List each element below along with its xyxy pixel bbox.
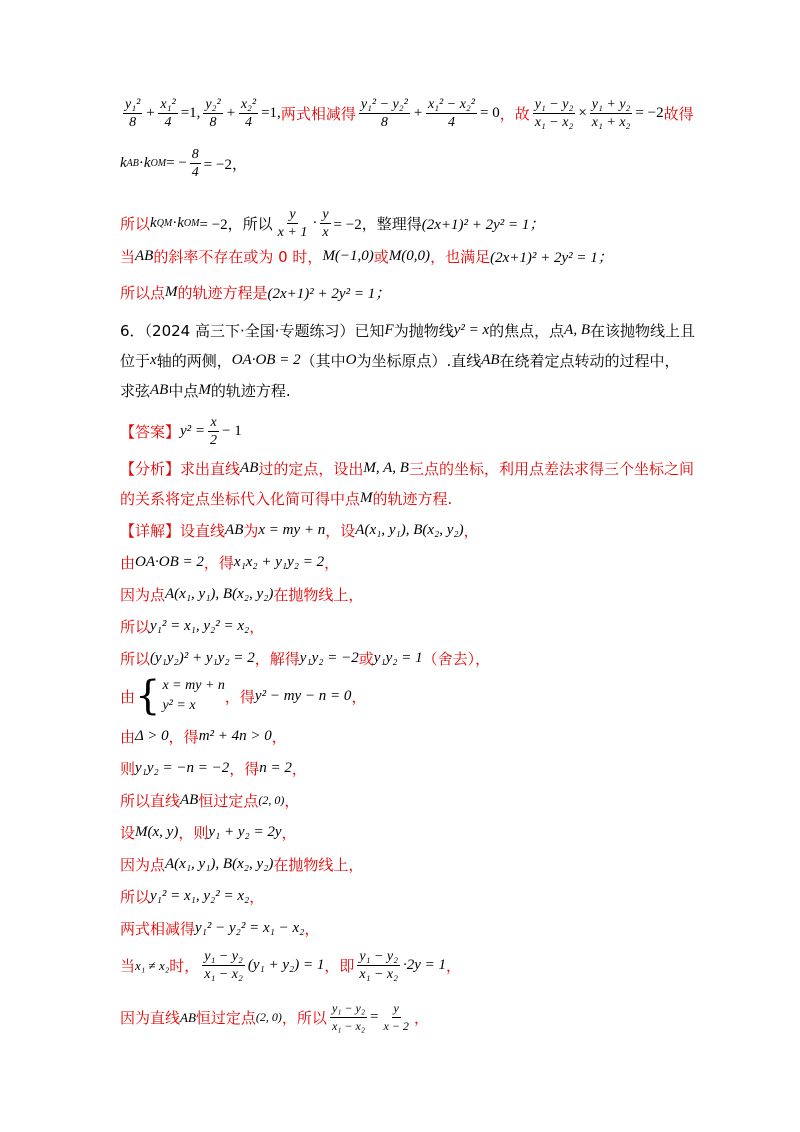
step-line: 则 y₁y₂ = −n = −2 ，得 n = 2 ， [120,760,307,778]
question-line-3: 求弦 AB 中点 M 的轨迹方程. [120,382,291,400]
step-line: 设 M(x, y) ，则 y₁ + y₂ = 2y ， [120,824,297,842]
fraction: $\frac{\text{y₁ − y₂}}{\text{x₁ − x₂}}$ [534,97,574,130]
fraction: $\frac{\text{y₂²}}{8}$ [205,97,221,130]
fraction: $\frac{\text{y₁ − y₂}}{\text{x₁ − x₂}}$ [204,949,243,982]
step-line: 由 { x = my + n y² = x ，得 y² − my − n = 0 ， [120,673,367,719]
fraction: $\frac{\text{y₁ − y₂}}{\text{x₁ − x₂}}$ [331,1001,366,1033]
line-1: $\frac{\text{y₁²}}{8}$ + $\frac{\text{x₁²}}{4}$ =1, $\frac{\text{y₂²}}{8}$ + $\frac{\text{x₂²}}{4}$ =1, 两式相减得 $\frac{\text{y₁² − y₂²}}{8}$ + $\frac{\text{x₁² − x₂²}}{4}$ = 0 ，故 $\frac{\text{y₁ − y₂}}{\text{x₁ − x₂}}$ × $\frac{\text{y₁ + y₂}}{\text{x₁ + x₂}}$ = −2 故得 [125,97,694,130]
fraction: $\frac{\text{x₂²}}{4}$ [240,97,257,130]
detail-label: 【详解】 [120,522,181,540]
fraction: $\frac{\text{y₁² − y₂²}}{8}$ [360,97,408,130]
line-2: k AB · k OM = − $\frac{8}{4}$ = −2， [120,147,247,180]
step-line: 由 Δ > 0 ，得 m² + 4n > 0 ， [120,728,287,746]
step-line: 因为点 A(x₁, y₁), B(x₂, y₂) 在抛物线上， [120,856,364,874]
analysis-line-2: 的关系将定点坐标代入化简可得中点 M 的轨迹方程. [120,490,453,508]
fraction: $\frac{\text{x₁² − x₂²}}{4}$ [427,97,475,130]
step-line: 由 OA·OB = 2 ，得 x₁x₂ + y₁y₂ = 2 ， [120,554,340,572]
fraction: $\frac{\text{y₁ + y₂}}{\text{x₁ + x₂}}$ [591,97,631,130]
fraction: $\frac{x}{2}$ [210,415,218,448]
analysis-label: 【分析】 [120,460,181,478]
step-line: 当 x₁ ≠ x₂ 时， $\frac{\text{y₁ − y₂}}{\text{x₁ − x₂}}$ (y₁ + y₂) = 1 ，即 $\frac{\text{y₁ − y₂}}{\text{x₁ − x₂}}$ ·2y = 1 ， [120,949,462,982]
step-line: 因为点 A(x₁, y₁), B(x₂, y₂) 在抛物线上， [120,586,364,604]
question-line-1: 6．（2024 高三下·全国·专题练习）已知 F 为抛物线 y² = x 的焦点，点 A, B 在该抛物线上且 [120,322,696,340]
step-line: 所以直线 AB 恒过定点 (2, 0) ， [120,792,300,810]
analysis-line-1: 【分析】 求出直线 AB 过的定点，设出 M, A, B 三点的坐标，利用点差法求得三个坐标之间 [120,460,694,478]
step-line: 因为直线 AB 恒过定点 (2, 0) ，所以 $\frac{\text{y₁ − y₂}}{\text{x₁ − x₂}}$ = $\frac{y}{x - 2}$ ， [120,1001,429,1033]
fraction: $\frac{y}{x}$ [322,207,329,240]
equation-system: { x = my + n y² = x [135,673,225,719]
line-4: 当 AB 的斜率不存在或为 0 时， M(−1,0) 或 M(0,0) ，也满足 (2x+1)² + 2y² = 1； [120,248,613,266]
answer-line: 【答案】 y² = $\frac{x}{2}$ − 1 [120,415,242,448]
question-line-2: 位于 x 轴的两侧， OA·OB = 2 （其中 O 为坐标原点）.直线 AB 在绕着定点转动的过程中， [120,352,680,370]
detail-line-1: 【详解】 设直线 AB 为 x = my + n ，设 A(x₁, y₁), B(x₂, y₂) ， [120,522,479,540]
fraction: $\frac{8}{4}$ [191,147,199,180]
fraction: $\frac{\text{y₁ − y₂}}{\text{x₁ − x₂}}$ [359,949,398,982]
fraction: $\frac{y}{x - 2}$ [383,1001,409,1033]
step-line: 所以 (y₁y₂)² + y₁y₂ = 2 ，解得 y₁y₂ = −2 或 y₁y₂ = 1 （舍去）， [120,650,491,668]
step-line: 所以 y₁² = x₁, y₂² = x₂ ， [120,888,265,906]
line-5: 所以点 M 的轨迹方程是 (2x+1)² + 2y² = 1； [120,284,391,302]
step-line: 两式相减得 y₁² − y₂² = x₁ − x₂ ， [120,920,320,938]
fraction: $\frac{y}{x + 1}$ [277,207,308,240]
answer-label: 【答案】 [120,423,181,441]
step-line: 所以 y₁² = x₁, y₂² = x₂ ， [120,618,265,636]
fraction: $\frac{\text{x₁²}}{4}$ [160,97,176,130]
line-3: 所以 k QM · k OM = −2，所以 $\frac{y}{x + 1}$ · $\frac{y}{x}$ = −2，整理得 (2x+1)² + 2y² = 1； [120,207,545,240]
fraction: $\frac{\text{y₁²}}{8}$ [125,97,141,130]
